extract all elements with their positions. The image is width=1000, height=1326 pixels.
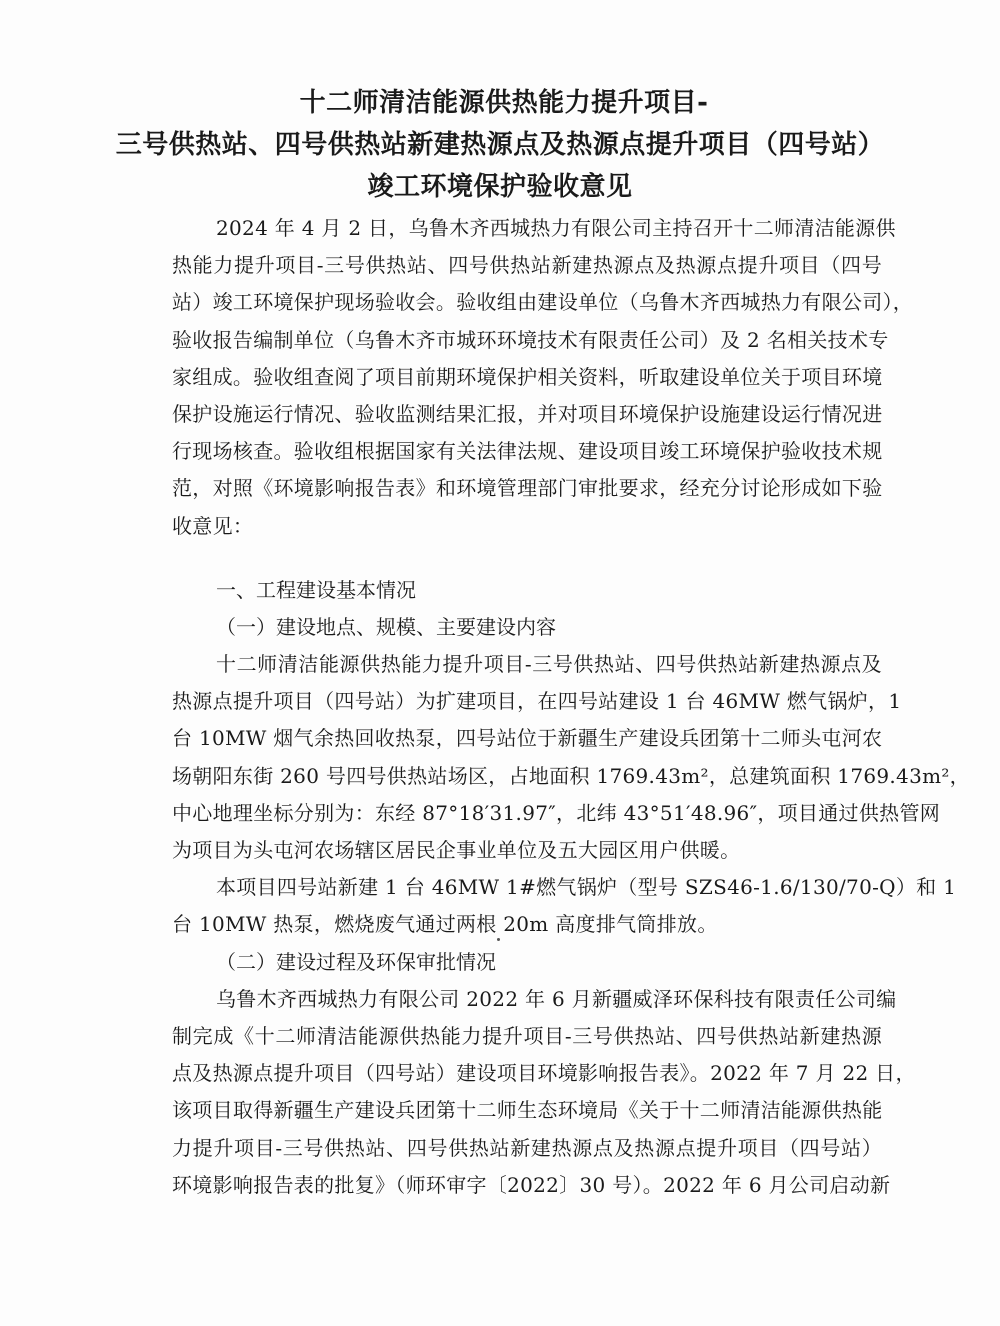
text-line: 保护设施运行情况、验收监测结果汇报，并对项目环境保护设施建设运行情况进	[172, 401, 883, 426]
text-line: 站）竣工环境保护现场验收会。验收组由建设单位（乌鲁木齐西城热力有限公司），	[172, 290, 914, 315]
text-line: 场朝阳东街 260 号四号供热站场区，占地面积 1769.43m²，总建筑面积 1769.43m²，	[172, 763, 970, 788]
text-line: 验收报告编制单位（乌鲁木齐市城环环境技术有限责任公司）及 2 名相关技术专	[172, 327, 889, 352]
text-line: 制完成《十二师清洁能源供热能力提升项目-三号供热站、四号供热站新建热源	[172, 1023, 882, 1048]
section-heading: 一、工程建设基本情况	[216, 577, 416, 602]
subsection-heading: （二）建设过程及环保审批情况	[216, 949, 496, 974]
text-line: 家组成。验收组查阅了项目前期环境保护相关资料，听取建设单位关于项目环境	[172, 364, 883, 389]
text-line: 中心地理坐标分别为：东经 87°18′31.97″，北纬 43°51′48.96″，项目通过供热管网	[172, 800, 941, 825]
text-line: 乌鲁木齐西城热力有限公司 2022 年 6 月新疆威泽环保科技有限责任公司编	[216, 986, 897, 1011]
text-line: 点及热源点提升项目（四号站）建设项目环境影响报告表》。2022 年 7 月 22 日，	[172, 1061, 916, 1086]
document-title	[0, 82, 1000, 208]
subsection-heading: （一）建设地点、规模、主要建设内容	[216, 614, 556, 639]
intro-paragraph	[172, 210, 914, 545]
text-line: 热能力提升项目-三号供热站、四号供热站新建热源点及热源点提升项目（四号	[172, 253, 882, 278]
text-line: 环境影响报告表的批复》（师环审字〔2022〕30 号）。2022 年 6 月公司启动新	[172, 1172, 891, 1197]
text-line: 收意见：	[172, 513, 254, 538]
text-line: 力提升项目-三号供热站、四号供热站新建热源点及热源点提升项目（四号站）	[172, 1135, 882, 1160]
title-line-1: 十二师清洁能源供热能力提升项目-	[299, 88, 709, 118]
text-line: 该项目取得新疆生产建设兵团第十二师生态环境局《关于十二师清洁能源供热能	[172, 1098, 883, 1123]
text-line: 行现场核查。验收组根据国家有关法律法规、建设项目竣工环境保护验收技术规	[172, 439, 883, 464]
title-line-3: 竣工环境保护验收意见	[367, 172, 633, 202]
text-line: 2024 年 4 月 2 日，乌鲁木齐西城热力有限公司主持召开十二师清洁能源供	[216, 216, 896, 240]
text-line: 台 10MW 热泵，燃烧废气通过两根 20m 高度排气筒排放。	[172, 912, 718, 937]
title-line-2: 三号供热站、四号供热站新建热源点及热源点提升项目（四号站）	[115, 130, 885, 160]
text-line: 十二师清洁能源供热能力提升项目-三号供热站、四号供热站新建热源点及	[216, 652, 882, 677]
paragraph-equipment	[172, 869, 957, 943]
paragraph-location-scale	[172, 646, 970, 869]
text-line: 热源点提升项目（四号站）为扩建项目，在四号站建设 1 台 46MW 燃气锅炉，1	[172, 689, 902, 714]
document-body	[172, 210, 970, 1204]
text-line: 范，对照《环境影响报告表》和环境管理部门审批要求，经充分讨论形成如下验	[172, 476, 883, 501]
text-line: 本项目四号站新建 1 台 46MW 1#燃气锅炉（型号 SZS46-1.6/130/70-Q）和 1	[216, 875, 957, 900]
text-line: 为项目为头屯河农场辖区居民企事业单位及五大园区用户供暖。	[172, 838, 741, 862]
text-line: 台 10MW 烟气余热回收热泵，四号站位于新疆生产建设兵团第十二师头屯河农	[172, 726, 883, 751]
scan-speck	[497, 938, 500, 941]
paragraph-approval	[172, 981, 916, 1204]
